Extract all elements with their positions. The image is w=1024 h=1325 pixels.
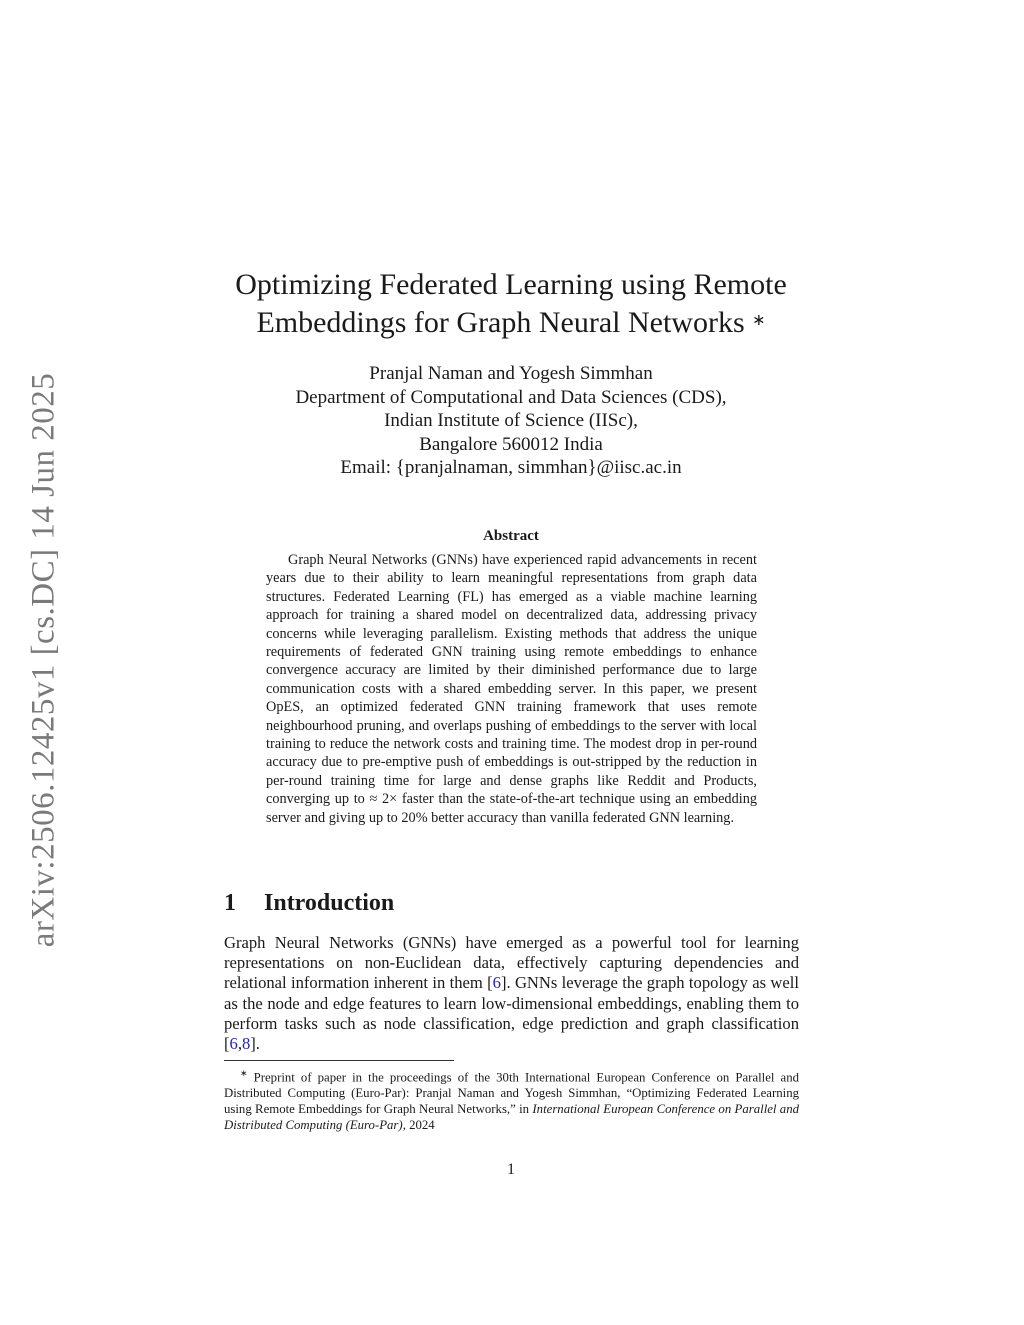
author-department: Department of Computational and Data Sciences (CDS), [295, 386, 727, 408]
footnote [224, 1065, 799, 1133]
section-number: 1 [224, 890, 236, 916]
author-names: Pranjal Naman and Yogesh Simmhan [369, 363, 653, 384]
citation-link-6[interactable]: 6 [492, 973, 501, 993]
author-email: Email: {pranjalnaman, simmhan}@iisc.ac.in [340, 457, 682, 478]
title-line-1: Optimizing Federated Learning using Remote [235, 268, 787, 301]
footnote-year: , 2024 [402, 1118, 435, 1133]
intro-text-part-2: ]. GNNs leverage the graph topology as well as the node and edge features to learn low-dimensional embeddings, enabling them to perform tasks such as node classification, edge prediction and graph classification [ [224, 973, 799, 1054]
section-title: Introduction [264, 890, 395, 916]
author-city: Bangalore 560012 India [419, 433, 603, 455]
title-line-2-text: Embeddings for Graph Neural Networks [256, 306, 745, 339]
author-block [200, 362, 822, 480]
page-number: 1 [507, 1161, 515, 1178]
title-footnote-mark: ∗ [752, 312, 766, 329]
abstract-heading: Abstract [483, 528, 539, 544]
citation-link-6b[interactable]: 6 [229, 1034, 238, 1054]
footnote-mark: ∗ [240, 1068, 248, 1078]
footnote-divider [224, 1060, 454, 1061]
intro-text-part-3: ]. [250, 1034, 260, 1054]
abstract-text: Graph Neural Networks (GNNs) have experienced rapid advancements in recent years due to their ability to learn meaningful representations from graph data structures. Federated Learning (FL) has emerged as a viable machine learning approach for training a shared model on decentralized data, addressing privacy concerns while leveraging parallelism. Existing methods that address the unique requirements of federated GNN training using remote embeddings to enhance convergence accuracy are limited by their diminished performance due to large communication costs with a shared embedding server. In this paper, we present OpES, an optimized federated GNN training framework that uses remote neighbourhood pruning, and overlaps pushing of embeddings to the server with local training to reduce the network costs and training time. The modest drop in per-round accuracy due to pre-emptive push of embeddings is out-stripped by the reduction in per-round training time for large and dense graphs like Reddit and Products, converging up to ≈ 2× faster than the state-of-the-art technique using an embedding server and giving up to 20% better accuracy than vanilla federated GNN learning. [266, 552, 757, 826]
citation-link-8[interactable]: 8 [241, 1034, 251, 1054]
intro-text-part-1: Graph Neural Networks (GNNs) have emerged as a powerful tool for learning representations on non-Euclidean data, effectively capturing dependencies and relational information inherent in them [ [224, 933, 799, 993]
introduction-paragraph [224, 933, 799, 1054]
title-line-2 [200, 304, 822, 342]
paper-title [200, 266, 822, 342]
citation-separator: , [237, 1034, 242, 1054]
footnote-text: Preprint of paper in the proceedings of the 30th International European Conference on Parallel and Distributed Computing (Euro-Par): Pranjal Naman and Yogesh Simmhan, “Optimizing Federated Learning using Remote Embeddings for Graph Neural Networks,” in [224, 1070, 800, 1117]
arxiv-identifier-stamp: arXiv:2506.12425v1 [cs.DC] 14 Jun 2025 [25, 372, 62, 948]
footnote-venue: International European Conference on Parallel and Distributed Computing (Euro-Par) [224, 1102, 800, 1133]
author-institute: Indian Institute of Science (IISc), [384, 410, 638, 431]
section-heading-introduction [224, 890, 394, 917]
